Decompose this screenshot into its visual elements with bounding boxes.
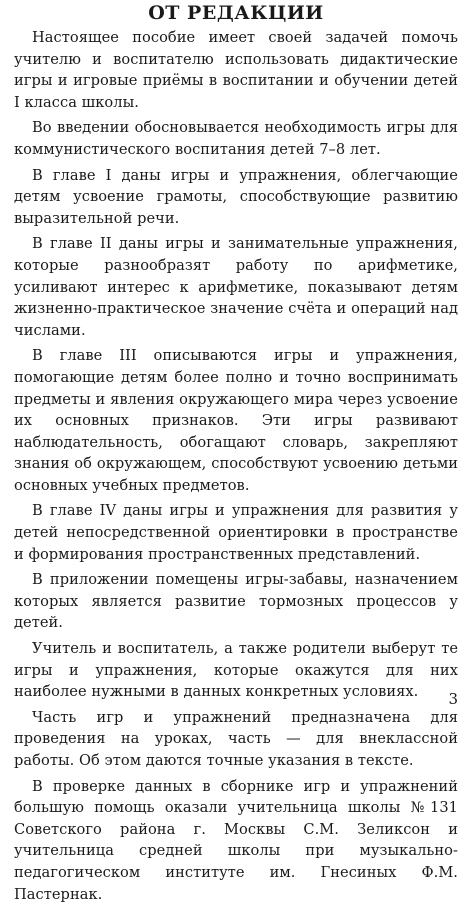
document-page [14, 0, 458, 903]
page-title: ОТ РЕДАКЦИИ [148, 2, 324, 24]
paragraph-5: В главе III описываются игры и упражнения, помогающие детям более полно и точно воспринимать предметы и явления окружающего мира через усвоение их основных признаков. Эти игры развивают наблюдательность, обогащают словарь, закрепляют знания об окружающем, способствуют усвоению детьми основных учебных предметов. [14, 347, 458, 494]
paragraph-6: В главе IV даны игры и упражнения для развития у детей непосредственной ориентировки в пространстве и формирования пространственных представлений. [14, 502, 458, 563]
document-body [14, 27, 458, 905]
paragraph-8: Учитель и воспитатель, а также родители выберут те игры и упражнения, которые окажутся для них наиболее нужными в данных конкретных условиях. [14, 640, 458, 701]
paragraph-2: Во введении обосновывается необходимость игры для коммунистического воспитания детей 7–8 лет. [14, 119, 458, 158]
paragraph-10: В проверке данных в сборнике игр и упражнений большую помощь оказали учительница школы №131 Советского района г. Москвы С.М. Зеликсон и учительница средней школы при музыкально-педагогическом институте им. Гнесиных Ф.М. Пастернак. [14, 777, 458, 903]
page-number: 3 [448, 690, 458, 708]
paragraph-7: В приложении помещены игры-забавы, назначением которых является развитие тормозных процессов у детей. [14, 571, 458, 632]
paragraph-1: Настоящее пособие имеет своей задачей помочь учителю и воспитателю использовать дидактические игры и игровые приёмы в воспитании и обучении детей I класса школы. [14, 29, 458, 111]
paragraph-9: Часть игр и упражнений предназначена для проведения на уроках, часть — для внеклассной работы. Об этом даются точные указания в тексте. [14, 708, 458, 769]
paragraph-4: В главе II даны игры и занимательные упражнения, которые разнообразят работу по арифметике, усиливают интерес к арифметике, показывают детям жизненно-практическое значение счёта и операций над числами. [14, 235, 458, 339]
paragraph-3: В главе I даны игры и упражнения, облегчающие детям усвоение грамоты, способствующие развитию выразительной речи. [14, 166, 458, 227]
